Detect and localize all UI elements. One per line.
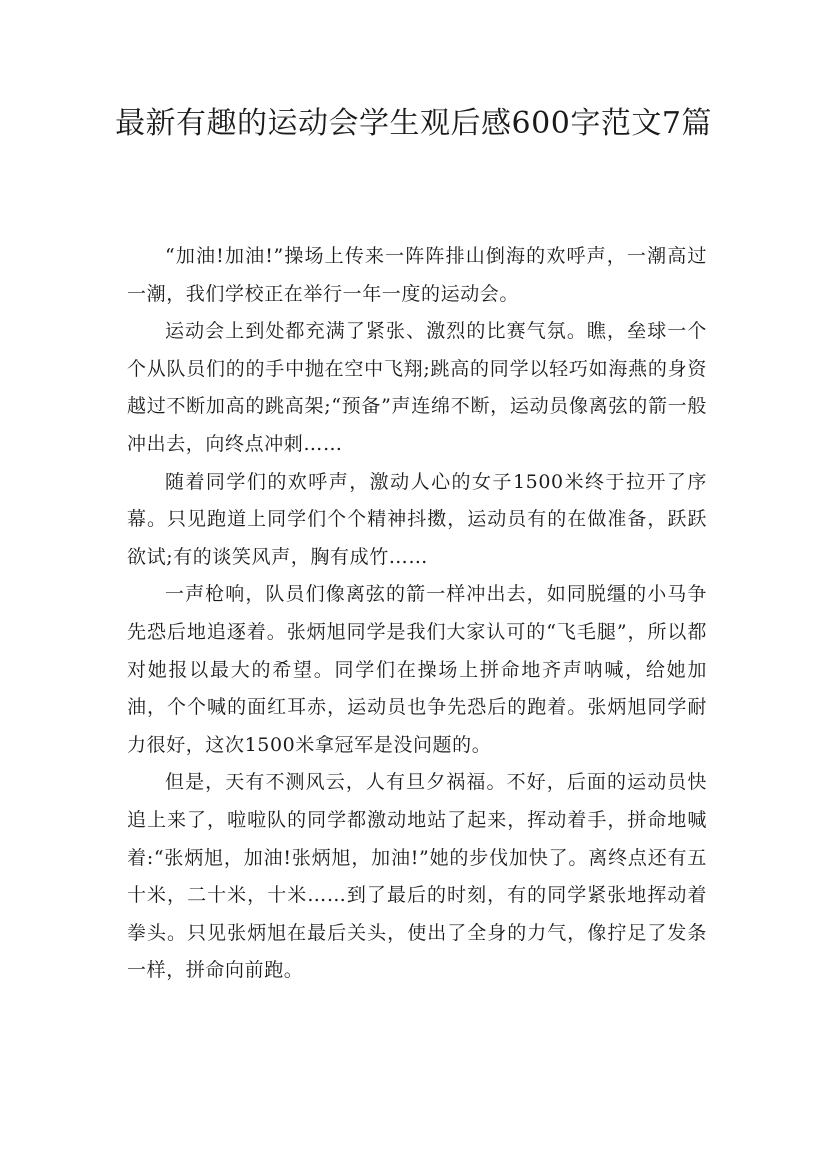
- paragraph: 运动会上到处都充满了紧张、激烈的比赛气氛。瞧，垒球一个个从队员们的的手中抛在空中飞翔;跳高的同学以轻巧如海燕的身资越过不断加高的跳高架;“预备”声连绵不断，运动员像离弦的箭一般冲出去，向终点冲刺……: [127, 320, 707, 455]
- document-title: 最新有趣的运动会学生观后感600字范文7篇: [115, 106, 712, 141]
- paragraph: 随着同学们的欢呼声，激动人心的女子1500米终于拉开了序幕。只见跑道上同学们个个精神抖擞，运动员有的在做准备，跃跃欲试;有的谈笑风声，胸有成竹……: [127, 470, 707, 568]
- document-body: [127, 238, 707, 990]
- paragraph: “加油!加油!”操场上传来一阵阵排山倒海的欢呼声，一潮高过一潮，我们学校正在举行一年一度的运动会。: [127, 245, 707, 305]
- paragraph: 但是，天有不测风云，人有旦夕祸福。不好，后面的运动员快追上来了，啦啦队的同学都激动地站了起来，挥动着手，拼命地喊着:“张炳旭，加油!张炳旭，加油!”她的步伐加快了。离终点还有五十米，二十米，十米……到了最后的时刻，有的同学紧张地挥动着拳头。只见张炳旭在最后关头，使出了全身的力气，像拧足了发条一样，拼命向前跑。: [127, 771, 707, 982]
- paragraph: 一声枪响，队员们像离弦的箭一样冲出去，如同脱缰的小马争先恐后地追逐着。张炳旭同学是我们大家认可的“飞毛腿”，所以都对她报以最大的希望。同学们在操场上拼命地齐声呐喊，给她加油，个个喊的面红耳赤，运动员也争先恐后的跑着。张炳旭同学耐力很好，这次1500米拿冠军是没问题的。: [127, 583, 707, 756]
